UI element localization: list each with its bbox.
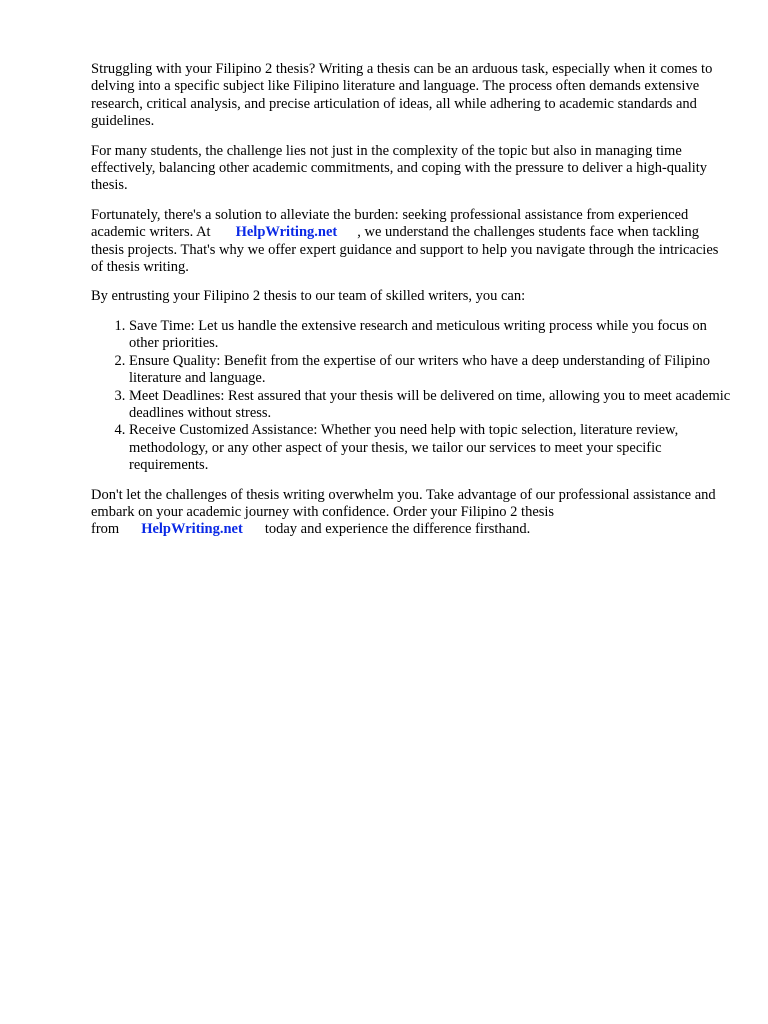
paragraph-closing [91,487,731,539]
paragraph-challenge: For many students, the challenge lies not just in the complexity of the topic but also in managing time effectively, balancing other academic commitments, and coping with the pressure to deliver a high-quality thesis. [91,142,708,194]
paragraph-solution [91,207,731,277]
paragraph-closing-text-before: Don't let the challenges of thesis writing overwhelm you. Take advantage of our professional assistance and embark on your academic journey with confidence. Order your Filipino 2 thesis from [91,486,716,538]
document-body [91,61,731,551]
list-item: 3. Meet Deadlines: Rest assured that your thesis will be delivered on time, allowing you to meet academic deadlines without stress. [129,388,731,423]
helpwriting-link[interactable]: HelpWriting.net [235,224,338,241]
paragraph-solution-text-after: , we understand the challenges students face when tackling thesis projects. That's why we offer expert guidance and support to help you navigate through the intricacies of thesis writing. [91,224,719,276]
list-item: 1. Save Time: Let us handle the extensive research and meticulous writing process while you focus on other priorities. [129,318,731,353]
list-item: 4. Receive Customized Assistance: Whether you need help with topic selection, literature review, methodology, or any other aspect of your thesis, we tailor our services to meet your specific requirements. [129,422,731,474]
list-item: 2. Ensure Quality: Benefit from the expertise of our writers who have a deep understanding of Filipino literature and language. [129,353,731,388]
paragraph-closing-text-after: today and experience the difference firsthand. [264,521,531,538]
paragraph-benefits-intro: By entrusting your Filipino 2 thesis to our team of skilled writers, you can: [91,288,526,305]
paragraph-intro: Struggling with your Filipino 2 thesis? Writing a thesis can be an arduous task, especially when it comes to delving into a specific subject like Filipino literature and language. The process often demands extensive research, critical analysis, and precise articulation of ideas, all while adhering to academic standards and guidelines. [91,61,713,130]
paragraph-solution-text-before: Fortunately, there's a solution to alleviate the burden: seeking professional assistance from experienced academic writers. At [91,206,689,241]
benefits-list [91,318,731,475]
helpwriting-link-closing[interactable]: HelpWriting.net [141,521,243,538]
